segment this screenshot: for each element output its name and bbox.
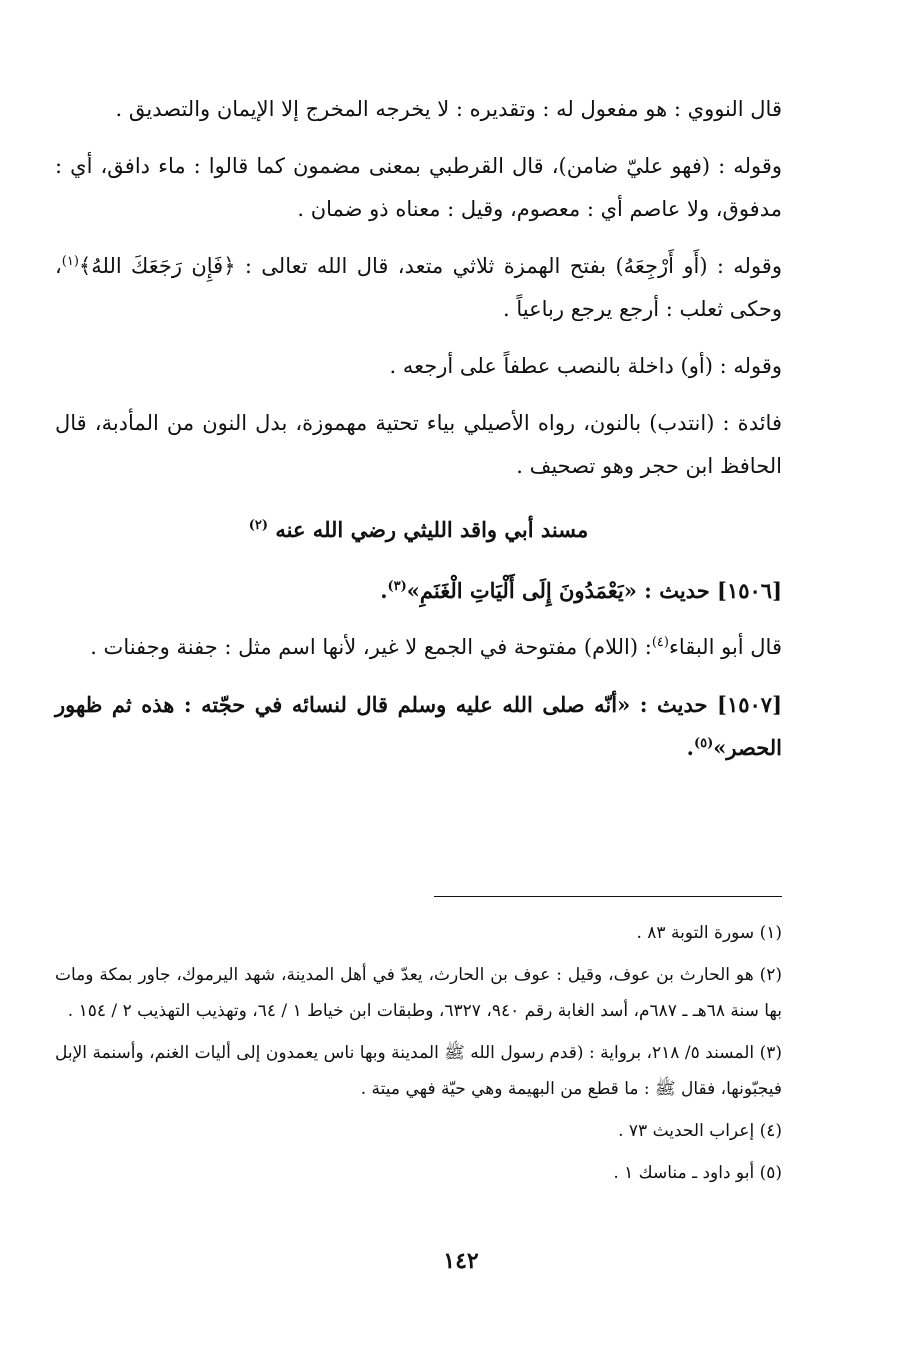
footnotes <box>55 915 782 1197</box>
footnote-5: (٥) أبو داود ـ مناسك ١ . <box>613 1163 782 1183</box>
section-heading <box>55 508 782 551</box>
hadith-1507-text: [١٥٠٧] حديث : «أنّه صلى الله عليه وسلم قال لنسائه في حجّته : هذه ثم ظهور الحصر» <box>55 692 782 760</box>
footnote-ref-3: (٣) <box>387 579 407 594</box>
footnote-2: (٢) هو الحارث بن عوف، وقيل : عوف بن الحارث، يعدّ في أهل المدينة، شهد اليرموك، جاور بمكة ومات بها سنة ٦٨هـ ـ ٦٨٧م، أسد الغابة رقم ٩٤٠، ٦٣٢٧، وطبقات ابن خياط ١ / ٦٤، وتهذيب التهذيب ٢ / ١٥٤ . <box>55 965 782 1021</box>
paragraph-nawawi: قال النووي : هو مفعول له : وتقديره : لا يخرجه المخرج إلا الإيمان والتصديق . <box>115 97 782 121</box>
paragraph-damin: وقوله : (فهو عليّ ضامن)، قال القرطبي بمعنى مضمون كما قالوا : ماء دافق، أي : مدفوق، ولا عاصم أي : معصوم، وقيل : معناه ذو ضمان . <box>55 154 782 221</box>
footnote-4: (٤) إعراب الحديث ٧٣ . <box>618 1121 782 1141</box>
footnote-ref-1: (١) <box>61 254 79 269</box>
hadith-1506: [١٥٠٦] حديث : «يَعْمَدُونَ إِلَى أَلْيَاتِ الْغَنَمِ»$^{(٣)}$. <box>380 578 782 603</box>
paragraph-arjiahu-part1: وقوله : (أَو أَرْجِعَهُ) بفتح الهمزة ثلاثي متعد، قال الله تعالى : ﴿فَإِن رَجَعَكَ اللهُ﴾ <box>78 254 782 278</box>
footnote-ref-5: (٥) <box>693 736 714 751</box>
paragraph-abu-albaqa-part1: قال أبو البقاء <box>668 635 782 659</box>
page-number: ١٤٢ <box>443 1248 479 1274</box>
footnote-1: (١) سورة التوبة ٨٣ . <box>636 923 782 943</box>
footnote-ref-2: (٢) <box>248 518 269 533</box>
paragraph-faidah: فائدة : (انتدب) بالنون، رواه الأصيلي بياء تحتية مهموزة، بدل النون من المأدبة، قال الحافظ ابن حجر وهو تصحيف . <box>55 411 782 478</box>
paragraph-abu-albaqa <box>55 626 782 669</box>
main-text <box>55 88 782 783</box>
paragraph-arjiahu-part2: ، وحكى ثعلب : أرجع يرجع رباعياً . <box>55 254 782 321</box>
paragraph-arjiahu <box>55 245 782 331</box>
section-heading-text: مسند أبي واقد الليثي رضي الله عنه <box>275 517 589 542</box>
hadith-1507: [١٥٠٧] حديث : «أنّه صلى الله عليه وسلم قال لنسائه في حجّته : هذه ثم ظهور الحصر»$^{(٥)}$. <box>55 692 782 760</box>
paragraph-abu-albaqa-part2: : (اللام) مفتوحة في الجمع لا غير، لأنها اسم مثل : جفنة وجفنات . <box>90 635 652 659</box>
hadith-1506-text: [١٥٠٦] حديث : «يَعْمَدُونَ إِلَى أَلْيَاتِ الْغَنَمِ» <box>406 578 782 603</box>
footnote-3: (٣) المسند ٥/ ٢١٨، برواية : (قدم رسول الله ﷺ المدينة وبها ناس يعمدون إلى أليات الغنم، وأسنمة الإبل فيجبّونها، فقال ﷺ : ما قطع من البهيمة وهي حيّة فهي ميتة . <box>55 1043 782 1099</box>
footnote-divider <box>434 896 782 897</box>
footnote-ref-4: (٤) <box>651 635 669 650</box>
paragraph-aw: وقوله : (أو) داخلة بالنصب عطفاً على أرجعه . <box>389 354 782 378</box>
